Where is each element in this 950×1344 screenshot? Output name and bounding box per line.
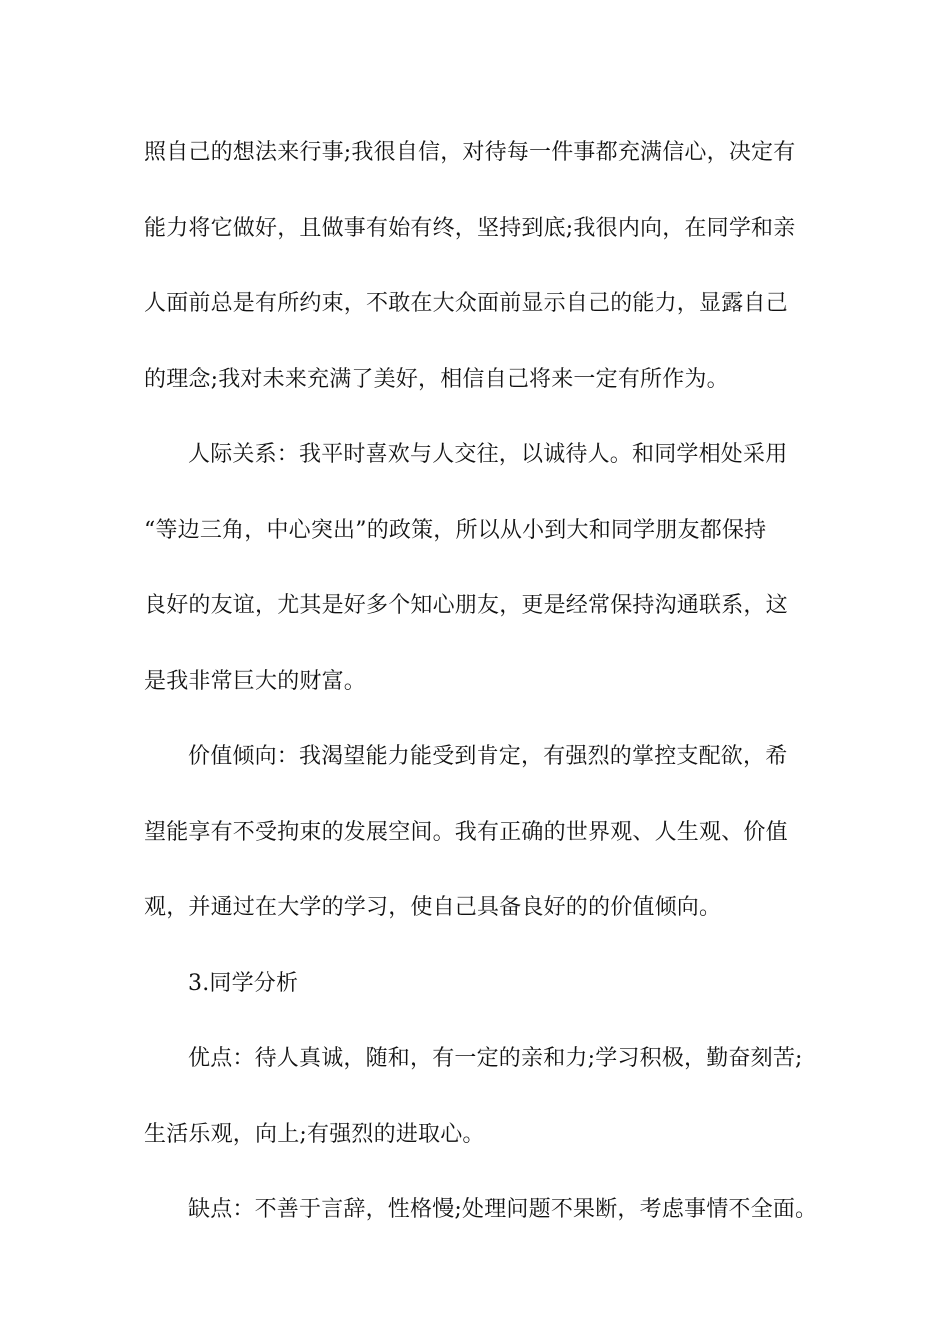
- document-body: [144, 131, 824, 1264]
- text-line: 良好的友谊，尤其是好多个知心朋友，更是经常保持沟通联系，这: [144, 593, 788, 618]
- paragraph-start-interpersonal: 人际关系：我平时喜欢与人交往，以诚待人。和同学相处采用: [188, 442, 788, 467]
- text-line: 人面前总是有所约束，不敢在大众面前显示自己的能力，显露自己: [144, 291, 788, 316]
- text-line: 能力将它做好，且做事有始有终，坚持到底;我很内向，在同学和亲: [144, 215, 796, 241]
- text-line: 生活乐观，向上;有强烈的进取心。: [144, 1121, 485, 1147]
- text-line: 的理念;我对未来充满了美好，相信自己将来一定有所作为。: [144, 366, 729, 392]
- paragraph-start-weaknesses: 缺点：不善于言辞，性格慢;处理问题不果断，考虑事情不全面。: [188, 1197, 818, 1222]
- section-heading: 3.同学分析: [188, 970, 299, 996]
- paragraph-start-strengths: 优点：待人真诚，随和，有一定的亲和力;学习积极，勤奋刻苦;: [188, 1046, 803, 1071]
- text-line: 观，并通过在大学的学习，使自己具备良好的的价值倾向。: [144, 895, 722, 920]
- text-line: 望能享有不受拘束的发展空间。我有正确的世界观、人生观、价值: [144, 819, 788, 845]
- text-line: 是我非常巨大的财富。: [144, 668, 367, 694]
- text-line: “等边三角，中心突出”的政策，所以从小到大和同学朋友都保持: [144, 517, 767, 543]
- paragraph-start-values: 价值倾向：我渴望能力能受到肯定，有强烈的掌控支配欲，希: [188, 744, 788, 769]
- text-line: 照自己的想法来行事;我很自信，对待每一件事都充满信心，决定有: [144, 140, 796, 165]
